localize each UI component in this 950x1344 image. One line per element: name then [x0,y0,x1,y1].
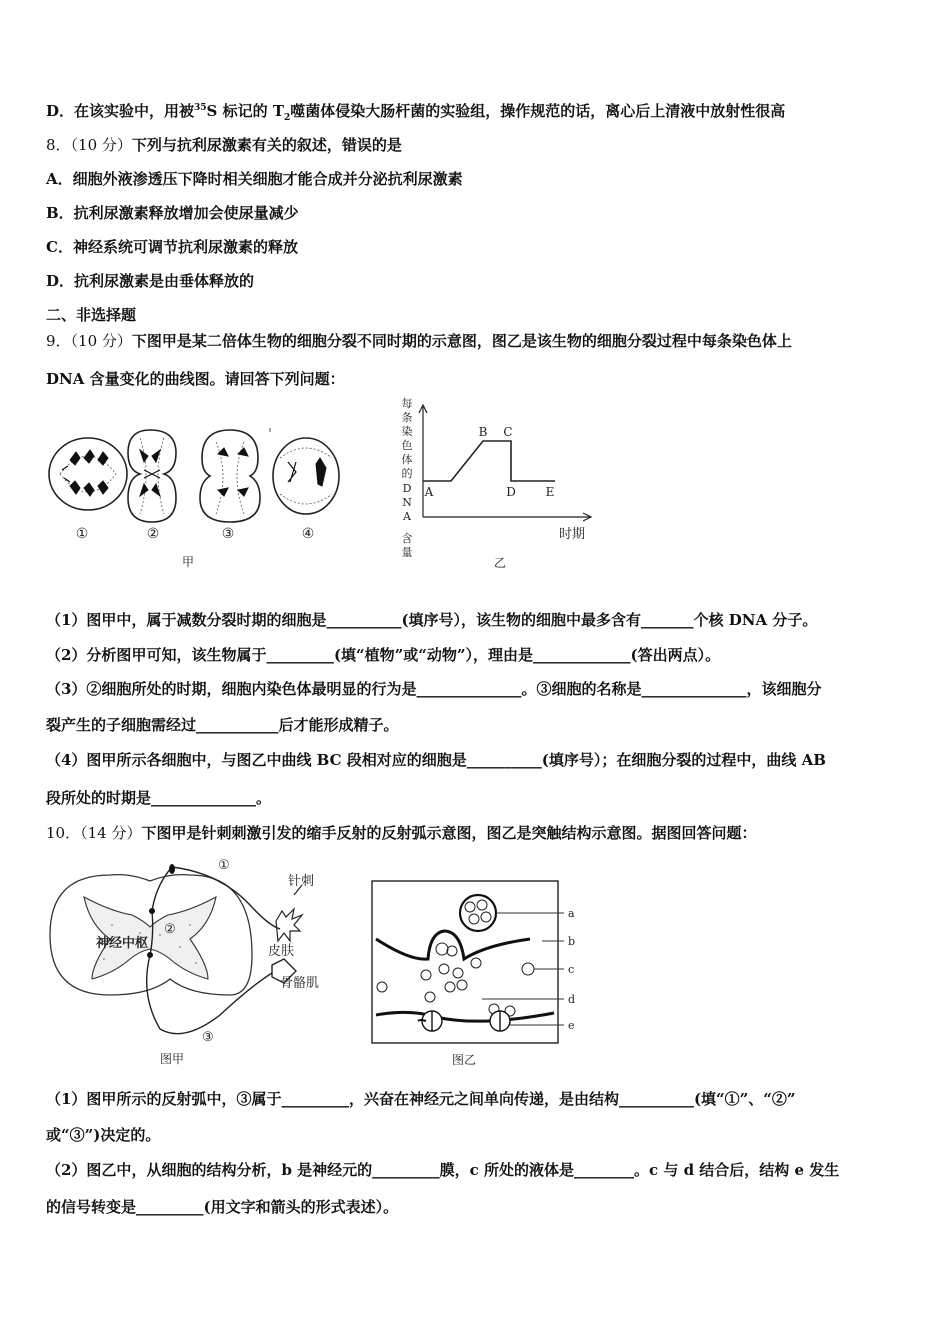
label-muscle: 骨骼肌 [280,976,320,991]
cell-1 [49,438,127,510]
label-e: e [568,1019,575,1032]
cell-label-2: ② [146,526,160,542]
q9-figure-yi [395,395,600,575]
ylabel-8: A [403,510,411,523]
label-n2: ② [164,922,176,937]
label-needle: 针刺 [288,874,315,889]
point-d: D [506,485,516,499]
label-c: c [568,963,575,976]
ylabel-4: 体 [401,453,413,466]
cell-label-1: ① [75,526,89,542]
q7-option-d: D．在该实验中，用被$^{35}$S 标记的 $T_2$噬菌体侵染大肠杆菌的实验组，操作规范的话，离心后上清液中放射性很高 [46,102,786,123]
q9-part-2: （2）分析图甲可知，该生物属于_________(填“植物”或“动物”），理由是_____________(答出两点）。 [46,646,721,664]
q9-stem-line2: DNA 含量变化的曲线图。请回答下列问题： [46,370,345,388]
dna-curve [423,441,555,481]
section-heading: 二、非选择题 [46,306,137,324]
label-n1: ① [218,858,230,873]
q9-part-3-cont: 裂产生的子细胞需经过___________后才能形成精子。 [46,716,399,734]
q9-figure-jia [40,418,340,573]
q8-option-b: B．抗利尿激素释放增加会使尿量减少 [46,204,299,222]
cell-label-3: ③ [221,526,235,542]
fig-jia-caption: 甲 [181,555,195,569]
q9-part-3: （3）②细胞所处的时期，细胞内染色体最明显的行为是______________。③细胞的名称是______________，该细胞分 [46,680,822,698]
fig-yi-caption: 乙 [493,556,507,570]
label-skin: 皮肤 [268,944,295,959]
q10-part-2: （2）图乙中，从细胞的结构分析，b 是神经元的_________膜，c 所处的液体是________。c 与 d 结合后，结构 e 发生 [46,1161,840,1179]
q8-option-a: A．细胞外液渗透压下降时相关细胞才能合成并分泌抗利尿激素 [46,170,463,188]
q9-stem: 9．（10 分）下图甲是某二倍体生物的细胞分裂不同时期的示意图，图乙是该生物的细胞分裂过程中每条染色体上 [46,332,792,350]
q10-figure-yi [370,875,590,1070]
label-d: d [568,993,576,1006]
q9-part-4-cont: 段所处的时期是______________。 [46,789,272,807]
label-center: 神经中枢 [96,936,149,951]
fig-yi-caption-10: 图乙 [452,1053,477,1067]
q8-option-c: C．神经系统可调节抗利尿激素的释放 [46,238,298,256]
cell-2 [128,430,176,522]
q9-part-4: （4）图甲所示各细胞中，与图乙中曲线 BC 段相对应的细胞是__________(填序号）；在细胞分裂的过程中，曲线 AB [46,751,826,769]
ylabel-9: 含 [401,532,413,545]
ylabel-3: 色 [401,439,413,452]
q10-figure-jia [40,855,340,1070]
fig-jia-caption-10: 图甲 [160,1052,185,1066]
ylabel-0: 每 [401,397,413,410]
q10-part-1: （1）图甲所示的反射弧中，③属于_________，兴奋在神经元之间单向传递，是由结构__________(填“①”、“②” [46,1090,796,1108]
q8-option-d: D．抗利尿激素是由垂体释放的 [46,272,255,290]
cell-3 [200,430,260,522]
q10-part-2-cont: 的信号转变是_________(用文字和箭头的形式表述）。 [46,1198,399,1216]
point-b: B [478,425,488,439]
ylabel-2: 染 [401,425,413,438]
point-e: E [545,485,555,499]
q10-part-1-cont: 或“③”)决定的。 [46,1126,161,1144]
q10-stem: 10．（14 分）下图甲是针刺刺激引发的缩手反射的反射弧示意图，图乙是突触结构示意图。据图回答问题： [46,824,757,842]
q9-part-1: （1）图甲中，属于减数分裂时期的细胞是__________(填序号），该生物的细胞中最多含有_______个核 DNA 分子。 [46,611,818,629]
q8-stem: 8．（10 分）下列与抗利尿激素有关的叙述，错误的是 [46,136,402,154]
cell-4 [273,438,339,514]
label-a: a [568,907,575,920]
cell-label-4: ④ [301,526,315,542]
point-c: C [503,425,513,439]
ylabel-7: N [402,496,412,509]
ylabel-10: 量 [401,546,413,559]
x-axis-label: 时期 [558,527,586,542]
ylabel-6: D [402,482,412,495]
point-a: A [424,485,434,499]
ylabel-1: 条 [401,411,413,424]
label-b: b [568,935,576,948]
label-n3: ③ [202,1030,214,1045]
ylabel-5: 的 [401,467,413,480]
